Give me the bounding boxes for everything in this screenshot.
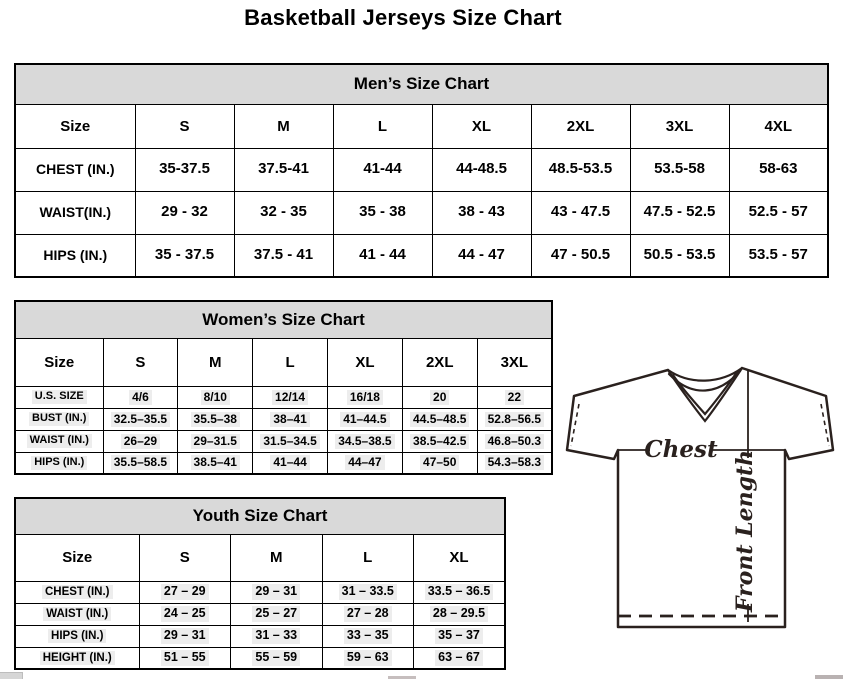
value-cell: 44–47 <box>327 452 402 474</box>
value-cell: 38.5–42.5 <box>402 430 477 452</box>
column-header-cell: 3XL <box>630 104 729 148</box>
scrollbar-fragment-right <box>815 675 843 679</box>
column-header-cell: M <box>231 534 323 581</box>
scrollbar-fragment-left <box>0 672 23 679</box>
column-header-cell: M <box>234 104 333 148</box>
value-cell: 35.5–58.5 <box>103 452 178 474</box>
table-row <box>15 148 828 191</box>
value-cell: 38 - 43 <box>432 191 531 234</box>
column-header-cell: L <box>322 534 414 581</box>
value-cell: 8/10 <box>178 386 253 408</box>
column-header-cell: Size <box>15 338 103 386</box>
value-cell: 41 - 44 <box>333 234 432 277</box>
mens-table-title: Men’s Size Chart <box>15 64 828 104</box>
value-cell: 33 – 35 <box>322 625 414 647</box>
column-header-cell: XL <box>327 338 402 386</box>
value-cell: 44.5–48.5 <box>402 408 477 430</box>
table-row <box>15 625 505 647</box>
value-cell: 35 - 38 <box>333 191 432 234</box>
value-cell: 41–44 <box>253 452 328 474</box>
value-cell: 35 - 37.5 <box>135 234 234 277</box>
mens-size-table <box>14 63 829 278</box>
row-label-cell: HEIGHT (IN.) <box>15 647 139 669</box>
value-cell: 47 - 50.5 <box>531 234 630 277</box>
column-header-row <box>15 104 828 148</box>
table-row <box>15 430 552 452</box>
value-cell: 54.3–58.3 <box>477 452 552 474</box>
value-cell: 26–29 <box>103 430 178 452</box>
value-cell: 37.5-41 <box>234 148 333 191</box>
table-row <box>15 386 552 408</box>
value-cell: 47.5 - 52.5 <box>630 191 729 234</box>
value-cell: 48.5-53.5 <box>531 148 630 191</box>
value-cell: 35.5–38 <box>178 408 253 430</box>
table-row <box>15 191 828 234</box>
value-cell: 29 - 32 <box>135 191 234 234</box>
value-cell: 51 – 55 <box>139 647 231 669</box>
row-label-cell: CHEST (IN.) <box>15 148 135 191</box>
table-row <box>15 581 505 603</box>
value-cell: 47–50 <box>402 452 477 474</box>
table-row <box>15 408 552 430</box>
column-header-cell: XL <box>414 534 506 581</box>
value-cell: 41-44 <box>333 148 432 191</box>
row-label-cell: U.S. SIZE <box>15 386 103 408</box>
value-cell: 43 - 47.5 <box>531 191 630 234</box>
column-header-cell: S <box>139 534 231 581</box>
womens-table-title: Women’s Size Chart <box>15 301 552 338</box>
womens-size-table <box>14 300 553 475</box>
value-cell: 34.5–38.5 <box>327 430 402 452</box>
chest-label: Chest <box>644 436 718 463</box>
column-header-row <box>15 338 552 386</box>
value-cell: 41–44.5 <box>327 408 402 430</box>
row-label-cell: HIPS (IN.) <box>15 234 135 277</box>
value-cell: 37.5 - 41 <box>234 234 333 277</box>
value-cell: 31 – 33 <box>231 625 323 647</box>
value-cell: 4/6 <box>103 386 178 408</box>
value-cell: 44-48.5 <box>432 148 531 191</box>
value-cell: 52.5 - 57 <box>729 191 828 234</box>
value-cell: 44 - 47 <box>432 234 531 277</box>
row-label-cell: HIPS (IN.) <box>15 452 103 474</box>
value-cell: 58-63 <box>729 148 828 191</box>
value-cell: 35 – 37 <box>414 625 506 647</box>
youth-table-title: Youth Size Chart <box>15 498 505 534</box>
column-header-cell: M <box>178 338 253 386</box>
column-header-cell: 4XL <box>729 104 828 148</box>
value-cell: 31.5–34.5 <box>253 430 328 452</box>
womens-table-title-row <box>15 301 552 338</box>
value-cell: 53.5-58 <box>630 148 729 191</box>
value-cell: 27 – 29 <box>139 581 231 603</box>
value-cell: 55 – 59 <box>231 647 323 669</box>
column-header-cell: 2XL <box>402 338 477 386</box>
value-cell: 20 <box>402 386 477 408</box>
value-cell: 22 <box>477 386 552 408</box>
value-cell: 31 – 33.5 <box>322 581 414 603</box>
table-row <box>15 647 505 669</box>
mens-table-title-row <box>15 64 828 104</box>
table-row <box>15 234 828 277</box>
row-label-cell: WAIST(IN.) <box>15 191 135 234</box>
value-cell: 35-37.5 <box>135 148 234 191</box>
value-cell: 27 – 28 <box>322 603 414 625</box>
column-header-cell: XL <box>432 104 531 148</box>
column-header-cell: 3XL <box>477 338 552 386</box>
value-cell: 28 – 29.5 <box>414 603 506 625</box>
value-cell: 29–31.5 <box>178 430 253 452</box>
column-header-row <box>15 534 505 581</box>
value-cell: 63 – 67 <box>414 647 506 669</box>
youth-size-table <box>14 497 506 670</box>
value-cell: 38–41 <box>253 408 328 430</box>
value-cell: 52.8–56.5 <box>477 408 552 430</box>
value-cell: 32.5–35.5 <box>103 408 178 430</box>
jersey-diagram <box>562 358 838 634</box>
column-header-cell: S <box>103 338 178 386</box>
value-cell: 12/14 <box>253 386 328 408</box>
row-label-cell: CHEST (IN.) <box>15 581 139 603</box>
column-header-cell: Size <box>15 104 135 148</box>
row-label-cell: HIPS (IN.) <box>15 625 139 647</box>
value-cell: 38.5–41 <box>178 452 253 474</box>
value-cell: 46.8–50.3 <box>477 430 552 452</box>
value-cell: 50.5 - 53.5 <box>630 234 729 277</box>
row-label-cell: WAIST (IN.) <box>15 430 103 452</box>
value-cell: 59 – 63 <box>322 647 414 669</box>
value-cell: 29 – 31 <box>139 625 231 647</box>
page-title: Basketball Jerseys Size Chart <box>244 5 562 30</box>
value-cell: 25 – 27 <box>231 603 323 625</box>
table-row <box>15 603 505 625</box>
value-cell: 33.5 – 36.5 <box>414 581 506 603</box>
column-header-cell: 2XL <box>531 104 630 148</box>
value-cell: 29 – 31 <box>231 581 323 603</box>
value-cell: 32 - 35 <box>234 191 333 234</box>
column-header-cell: L <box>333 104 432 148</box>
column-header-cell: L <box>253 338 328 386</box>
value-cell: 53.5 - 57 <box>729 234 828 277</box>
value-cell: 16/18 <box>327 386 402 408</box>
value-cell: 24 – 25 <box>139 603 231 625</box>
table-row <box>15 452 552 474</box>
row-label-cell: WAIST (IN.) <box>15 603 139 625</box>
column-header-cell: S <box>135 104 234 148</box>
column-header-cell: Size <box>15 534 139 581</box>
row-label-cell: BUST (IN.) <box>15 408 103 430</box>
front-length-label: Front Length <box>732 449 758 613</box>
youth-table-title-row <box>15 498 505 534</box>
